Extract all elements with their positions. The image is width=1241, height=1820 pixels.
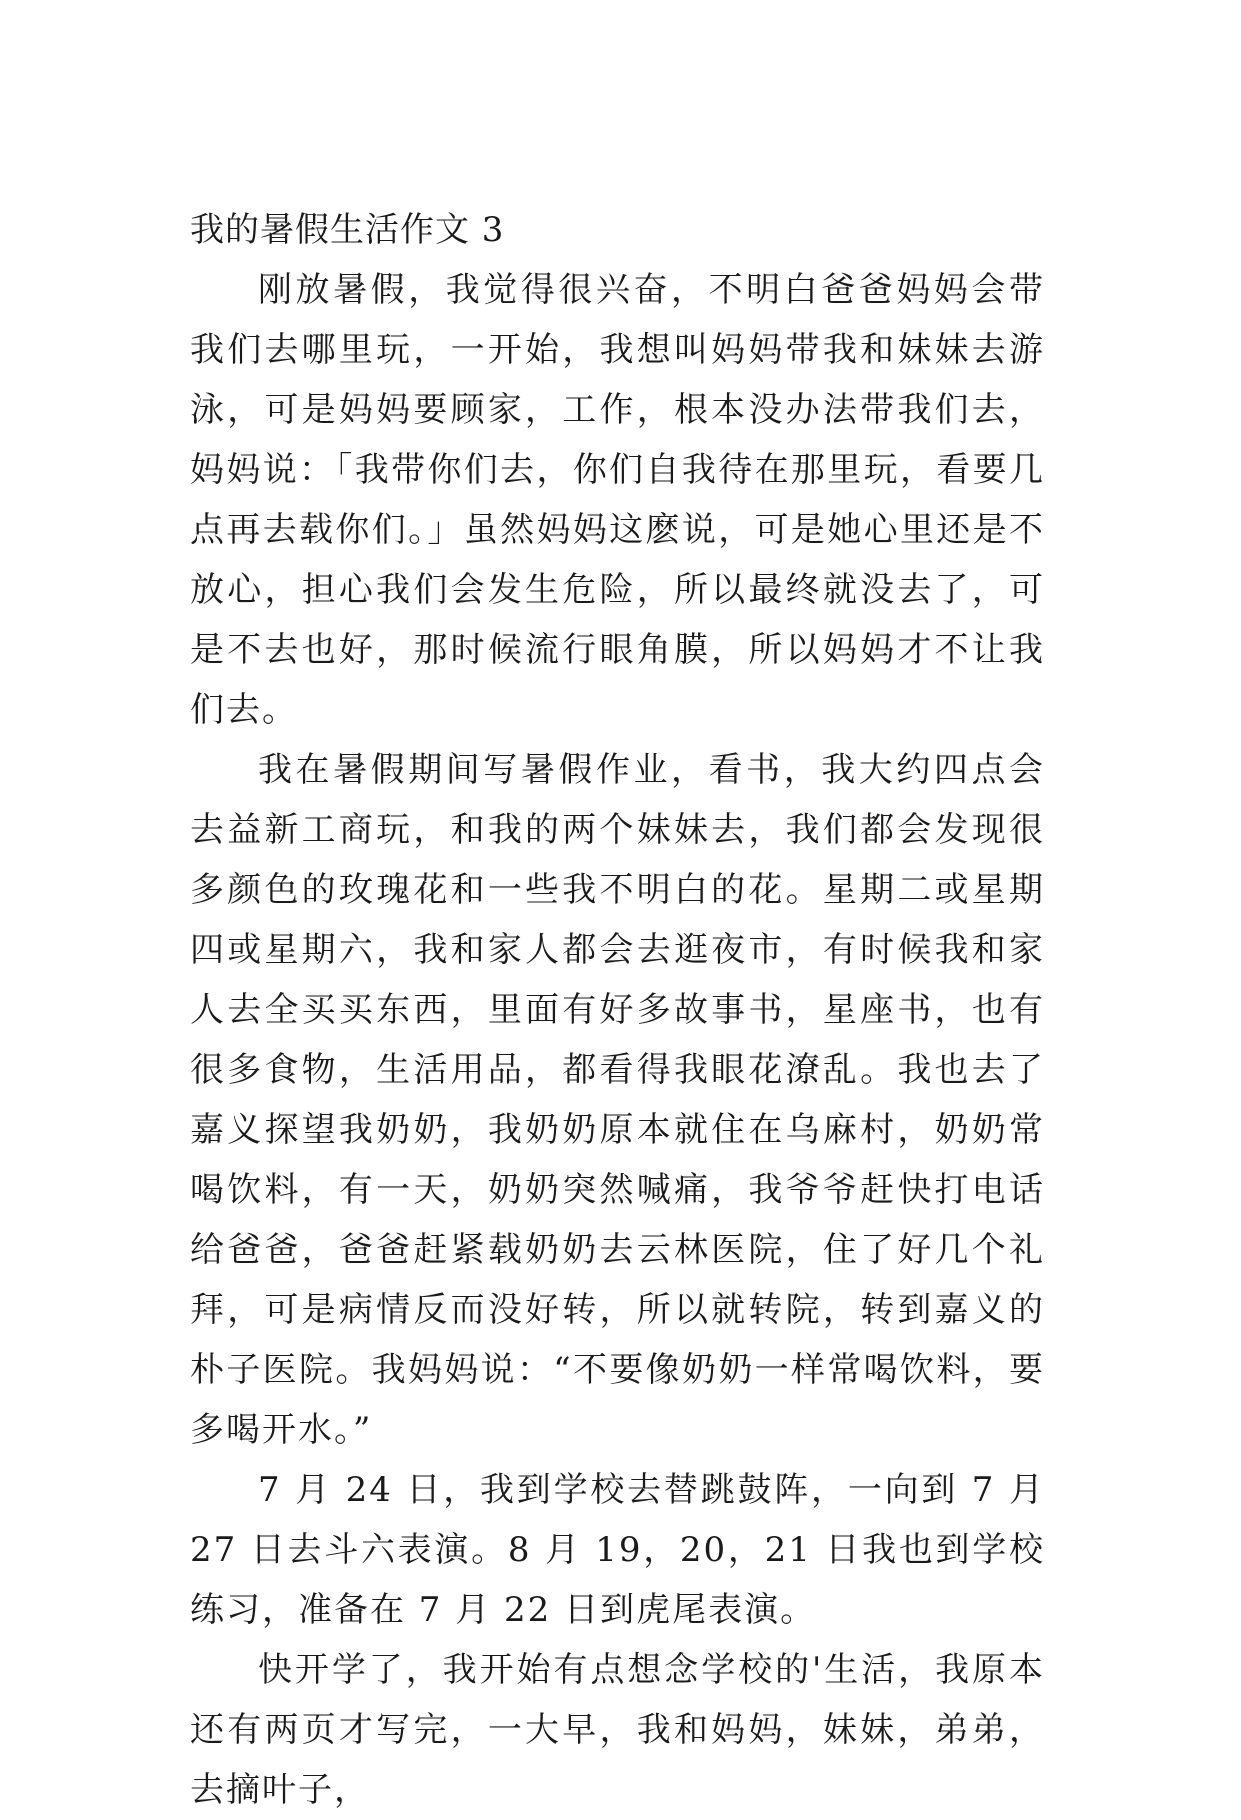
paragraph-1: 刚放暑假，我觉得很兴奋，不明白爸爸妈妈会带我们去哪里玩，一开始，我想叫妈妈带我和妹妹去游泳，可是妈妈要顾家，工作，根本没办法带我们去，妈妈说：「我带你们去，你们自我待在那里玩，看要几点再去载你们。」虽然妈妈这麽说，可是她心里还是不放心，担心我们会发生危险，所以最终就没去了，可是不去也好，那时候流行眼角膜，所以妈妈才不让我们去。 (190, 270, 1045, 730)
paragraph-3: 7 月 24 日，我到学校去替跳鼓阵，一向到 7 月 27 日去斗六表演。8 月 19，20，21 日我也到学校练习，准备在 7 月 22 日到虎尾表演。 (190, 1470, 1045, 1630)
paragraph-4: 快开学了，我开始有点想念学校的'生活，我原本还有两页才写完，一大早，我和妈妈，妹妹，弟弟，去摘叶子， (190, 1650, 1045, 1810)
paragraph-2: 我在暑假期间写暑假作业，看书，我大约四点会去益新工商玩，和我的两个妹妹去，我们都会发现很多颜色的玫瑰花和一些我不明白的花。星期二或星期四或星期六，我和家人都会去逛夜市，有时候我和家人去全买买东西，里面有好多故事书，星座书，也有很多食物，生活用品，都看得我眼花潦乱。我也去了嘉义探望我奶奶，我奶奶原本就住在乌麻村，奶奶常喝饮料，有一天，奶奶突然喊痛，我爷爷赶快打电话给爸爸，爸爸赶紧载奶奶去云林医院，住了好几个礼拜，可是病情反而没好转，所以就转院，转到嘉义的朴子医院。我妈妈说：“不要像奶奶一样常喝饮料，要多喝开水。” (190, 750, 1045, 1450)
document-title: 我的暑假生活作文 3 (190, 210, 505, 250)
document-body (190, 200, 1045, 1820)
